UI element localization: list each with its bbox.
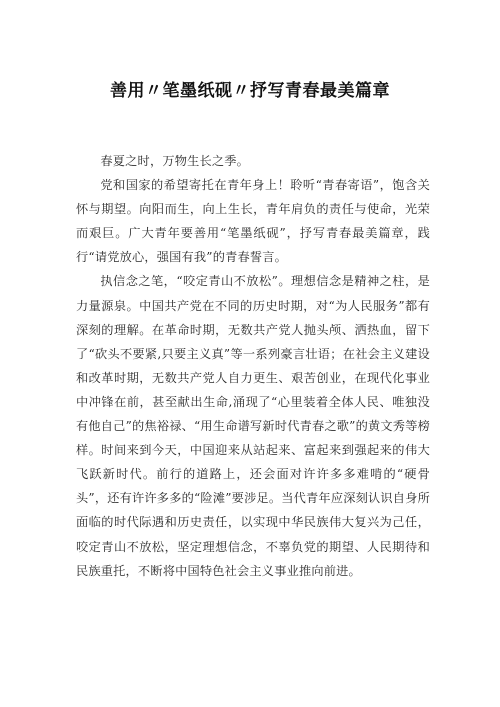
document-body bbox=[76, 149, 430, 583]
paragraph-youth-hope: 党和国家的希望寄托在青年身上！聆听“青春寄语”，饱含关怀与期望。向阳而生，向上生长，青年肩负的责任与使命，光荣而艰巨。广大青年要善用“笔墨纸砚”，抒写青春最美篇章，践行“请党放心，强国有我”的青春誓言。 bbox=[76, 178, 430, 265]
paragraph-faith-pen: 执信念之笔，“咬定青山不放松”。理想信念是精神之柱，是力量源泉。中国共产党在不同的历史时期，对“为人民服务”都有深刻的理解。在革命时期，无数共产党人抛头颅、洒热血，留下了“砍头不要紧,只要主义真”等一系列豪言壮语；在社会主义建设和改革时期，无数共产党人自力更生、艰苦创业，在现代化事业中冲锋在前，甚至献出生命,涌现了“心里装着全体人民、唯独没有他自己”的焦裕禄、“用生命谱写新时代青春之歌”的黄文秀等榜样。时间来到今天，中国迎来从站起来、富起来到强起来的伟大飞跃新时代。前行的道路上，还会面对许许多多难啃的“硬骨头”，还有许许多多的“险滩”要涉足。当代青年应深刻认识自身所面临的时代际遇和历史责任，以实现中华民族伟大复兴为己任，咬定青山不放松，坚定理想信念，不辜负党的期望、人民期待和民族重托，不断将中国特色社会主义事业推向前进。 bbox=[76, 274, 430, 578]
document-title: 善用〃笔墨纸砚〃抒写青春最美篇章 bbox=[110, 81, 390, 101]
paragraph-intro: 春夏之时，万物生长之季。 bbox=[100, 154, 250, 168]
